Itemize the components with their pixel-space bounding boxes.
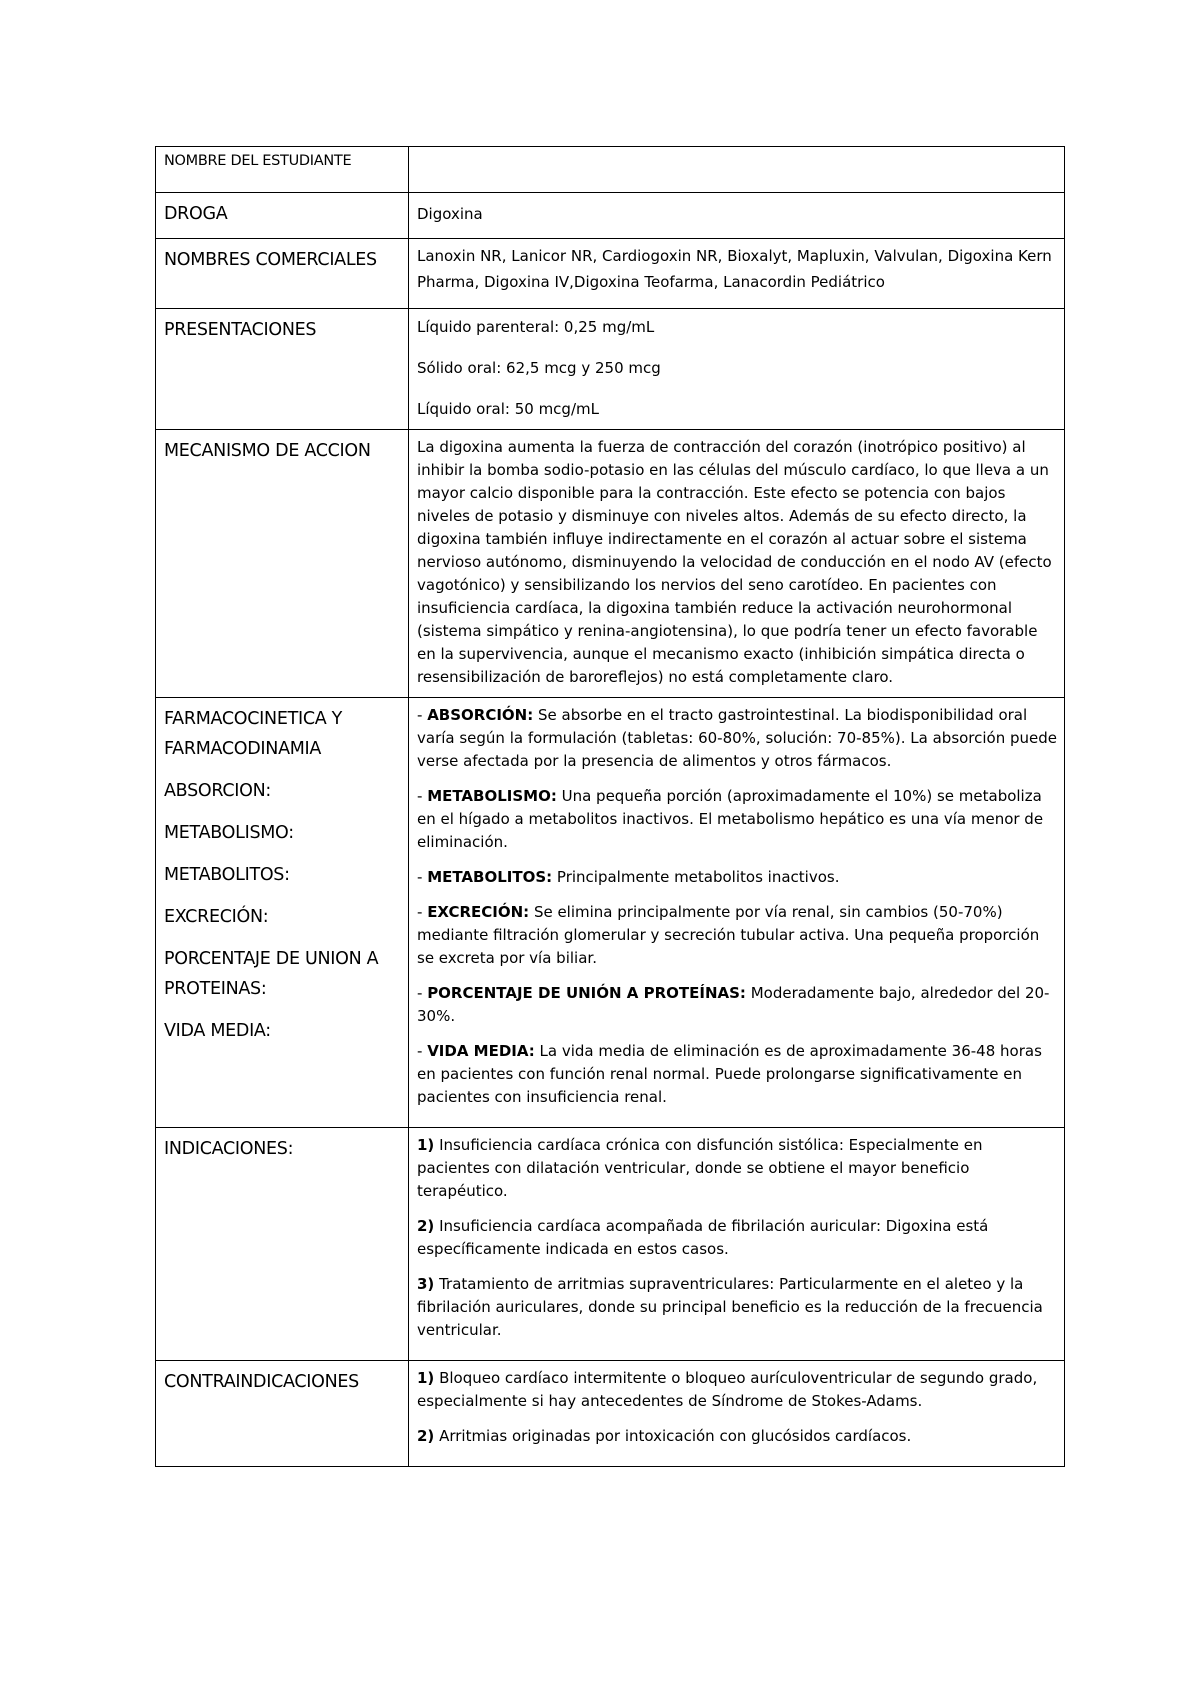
label-excretion: EXCRECIÓN: [164,907,269,927]
label-presentations: PRESENTACIONES [156,309,409,430]
label-brand-names: NOMBRES COMERCIALES [156,239,409,309]
indication-number: 2) [417,1217,435,1235]
label-metabolism: METABOLISMO: [164,823,294,843]
indication-number: 3) [417,1275,435,1293]
pk-prefix: - [417,1042,428,1060]
label-half-life: VIDA MEDIA: [164,1021,271,1041]
pk-key: VIDA MEDIA: [427,1042,535,1060]
row-drug [156,193,1065,239]
pk-key: EXCRECIÓN: [427,903,530,921]
pk-prefix: - [417,706,428,724]
indication-item [417,1134,1058,1203]
row-presentations [156,309,1065,430]
drug-sheet [155,146,1065,1467]
contraindication-item [417,1367,1058,1413]
pk-text: Principalmente metabolitos inactivos. [552,868,840,886]
drug-info-table [155,146,1065,1467]
pk-item-metabolism [417,785,1058,854]
pk-item-metabolites [417,866,1058,889]
pk-key: ABSORCIÓN: [427,706,534,724]
label-metabolites: METABOLITOS: [164,865,290,885]
value-contraindications [409,1361,1065,1467]
label-mechanism: MECANISMO DE ACCION [156,430,409,698]
indication-text: Tratamiento de arritmias supraventriculares: Particularmente en el aleteo y la fibrilación auriculares, donde su principal beneficio es la reducción de la frecuencia ventricular. [417,1275,1043,1339]
pk-text: Se elimina principalmente por vía renal, sin cambios (50-70%) mediante filtración glomerular y secreción tubular activa. Una pequeña proporción se excreta por vía biliar. [417,903,1040,967]
value-brand-names: Lanoxin NR, Lanicor NR, Cardiogoxin NR, Bioxalyt, Mapluxin, Valvulan, Digoxina Kern Pharma, Digoxina IV,Digoxina Teofarma, Lanacordin Pediátrico [409,239,1065,309]
contraindication-number: 2) [417,1427,435,1445]
presentation-item: Líquido parenteral: 0,25 mg/mL [417,318,655,336]
indication-text: Insuficiencia cardíaca acompañada de fibrilación auricular: Digoxina está específicamente indicada en estos casos. [417,1217,989,1258]
value-indications [409,1128,1065,1361]
pk-prefix: - [417,787,428,805]
indication-number: 1) [417,1136,435,1154]
contraindication-text: Arritmias originadas por intoxicación con glucósidos cardíacos. [434,1427,912,1445]
pk-prefix: - [417,903,428,921]
label-indications: INDICACIONES: [156,1128,409,1361]
presentation-item: Líquido oral: 50 mcg/mL [417,400,599,418]
value-student [409,147,1065,193]
contraindication-item [417,1425,1058,1448]
value-mechanism: La digoxina aumenta la fuerza de contracción del corazón (inotrópico positivo) al inhibir la bomba sodio-potasio en las células del músculo cardíaco, lo que lleva a un mayor calcio disponible para la contracción. Este efecto se potencia con bajos niveles de potasio y disminuye con niveles altos. Además de su efecto directo, la digoxina también influye indirectamente en el corazón al actuar sobre el sistema nervioso autónomo, disminuyendo la velocidad de conducción en el nodo AV (efecto vagotónico) y sensibilizando los nervios del seno carotídeo. En pacientes con insuficiencia cardíaca, la digoxina también reduce la activación neurohormonal (sistema simpático y renina-angiotensina), lo que podría tener un efecto favorable en la supervivencia, aunque el mecanismo exacto (inhibición simpática directa o resensibilización de baroreflejos) no está completamente claro. [409,430,1065,698]
pk-prefix: - [417,984,428,1002]
label-drug: DROGA [156,193,409,239]
row-brand-names [156,239,1065,309]
label-pharmacokinetics: FARMACOCINETICA Y FARMACODINAMIA [164,709,343,759]
pk-prefix: - [417,868,428,886]
row-student [156,147,1065,193]
presentation-item: Sólido oral: 62,5 mcg y 250 mcg [417,359,661,377]
pk-item-protein-binding [417,982,1058,1028]
value-drug: Digoxina [409,193,1065,239]
value-presentations [409,309,1065,430]
label-protein-binding: PORCENTAJE DE UNION A PROTEINAS: [164,949,379,999]
row-contraindications [156,1361,1065,1467]
contraindication-text: Bloqueo cardíaco intermitente o bloqueo aurículoventricular de segundo grado, especialmente si hay antecedentes de Síndrome de Stokes-Adams. [417,1369,1038,1410]
contraindication-number: 1) [417,1369,435,1387]
indication-item [417,1215,1058,1261]
label-student: NOMBRE DEL ESTUDIANTE [156,147,409,193]
label-pharmacology [156,698,409,1128]
value-pharmacology [409,698,1065,1128]
pk-text: Se absorbe en el tracto gastrointestinal. La biodisponibilidad oral varía según la formulación (tabletas: 60-80%, solución: 70-85%). La absorción puede verse afectada por la presencia de alimentos y otros fármacos. [417,706,1058,770]
pk-text: Una pequeña porción (aproximadamente el 10%) se metaboliza en el hígado a metabolitos inactivos. El metabolismo hepático es una vía menor de eliminación. [417,787,1044,851]
label-contraindications: CONTRAINDICACIONES [156,1361,409,1467]
pk-key: METABOLISMO: [427,787,557,805]
pk-item-excretion [417,901,1058,970]
pk-item-absorption [417,704,1058,773]
pk-key: PORCENTAJE DE UNIÓN A PROTEÍNAS: [427,984,746,1002]
pk-key: METABOLITOS: [427,868,553,886]
pk-text: Moderadamente bajo, alrededor del 20-30%. [417,984,1050,1025]
row-indications [156,1128,1065,1361]
pk-text: La vida media de eliminación es de aproximadamente 36-48 horas en pacientes con función renal normal. Puede prolongarse significativamente en pacientes con insuficiencia renal. [417,1042,1042,1106]
indication-item [417,1273,1058,1342]
indication-text: Insuficiencia cardíaca crónica con disfunción sistólica: Especialmente en pacientes con dilatación ventricular, donde se obtiene el mayor beneficio terapéutico. [417,1136,983,1200]
row-pharmacology [156,698,1065,1128]
pk-item-half-life [417,1040,1058,1109]
label-absorption: ABSORCION: [164,781,271,801]
row-mechanism [156,430,1065,698]
